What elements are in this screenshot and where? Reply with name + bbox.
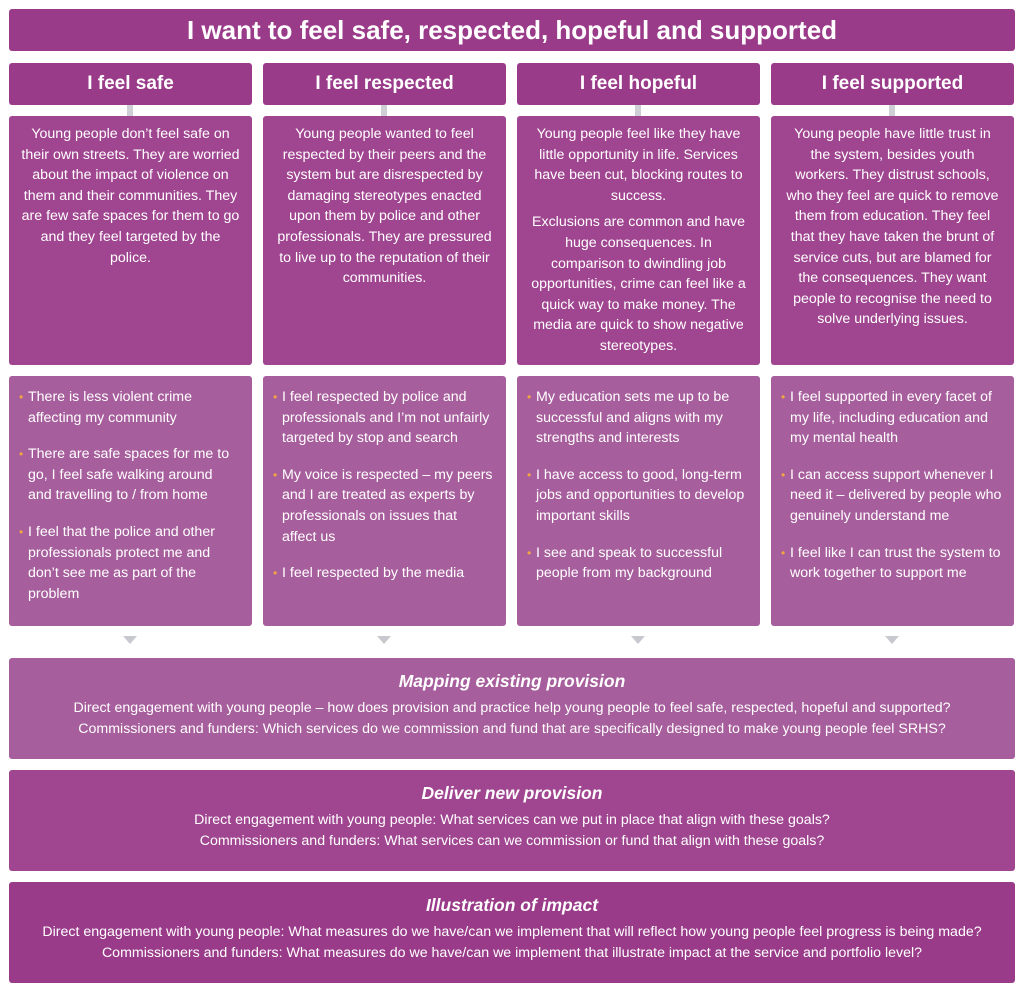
bullet-icon: • <box>273 566 278 581</box>
description-box-respected <box>263 116 506 365</box>
band-mapping-existing-provision <box>9 658 1015 759</box>
bullet-icon: • <box>781 467 786 482</box>
outcome-item <box>19 387 240 428</box>
down-arrow-icon <box>631 636 645 644</box>
band-title: Mapping existing provision <box>398 671 626 691</box>
bullet-icon: • <box>19 447 24 462</box>
outcome-item <box>527 465 748 527</box>
outcome-item <box>527 387 748 449</box>
description-box-supported <box>771 116 1014 365</box>
band-line: Commissioners and funders: What services can we commission or fund that align with these goals? <box>199 833 825 849</box>
description-text: Young people don’t feel safe on their own streets. They are worried about the impact of violence on them and their communities. They are few safe spaces for them to go and they feel targeted by the police. <box>21 126 240 266</box>
outcome-item <box>781 543 1002 584</box>
band-title: Illustration of impact <box>425 895 599 915</box>
outcome-text: There are safe spaces for me to go, I feel safe walking around and travelling to / from home <box>28 446 230 504</box>
band-line: Direct engagement with young people – how does provision and practice help young people to feel safe, respected, hopeful and supported? <box>73 700 951 716</box>
column-heading-safe: I feel safe <box>9 63 252 105</box>
band-line: Direct engagement with young people: What measures do we have/can we implement that will reflect how young people feel progress is being made? <box>42 924 982 940</box>
outcome-text: I feel respected by police and professionals and I’m not unfairly targeted by stop and search <box>282 389 490 447</box>
outcome-text: I feel supported in every facet of my life, including education and my mental health <box>790 389 992 447</box>
outcome-item <box>781 465 1002 527</box>
page-title: I want to feel safe, respected, hopeful and supported <box>9 9 1015 51</box>
bullet-icon: • <box>527 467 532 482</box>
outcome-box-supported <box>771 376 1014 626</box>
bullet-icon: • <box>19 390 24 404</box>
band-deliver-new-provision <box>9 770 1015 871</box>
outcome-box-safe <box>9 376 252 626</box>
outcome-item <box>273 563 494 584</box>
bullet-icon: • <box>273 467 278 482</box>
bullet-icon: • <box>273 390 278 404</box>
down-arrow-icon <box>885 636 899 644</box>
band-line: Commissioners and funders: Which services do we commission and fund that are specifically designed to make young people feel SRHS? <box>78 721 946 737</box>
band-line: Commissioners and funders: What measures do we have/can we implement that illustrate impact at the service and portfolio level? <box>101 945 923 961</box>
band-title: Deliver new provision <box>421 783 603 803</box>
connector <box>381 105 387 116</box>
outcome-text: I have access to good, long-term jobs and opportunities to develop important skills <box>536 466 745 524</box>
bullet-icon: • <box>527 545 532 560</box>
outcome-box-hopeful <box>517 376 760 626</box>
outcome-box-respected <box>263 376 506 626</box>
description-box-hopeful <box>517 116 760 365</box>
outcome-text: I feel that the police and other professionals protect me and don’t see me as part of the problem <box>28 523 215 602</box>
outcome-text: I see and speak to successful people from my background <box>536 544 723 582</box>
outcome-item <box>19 522 240 604</box>
column-heading-supported: I feel supported <box>771 63 1014 105</box>
outcome-item <box>19 444 240 506</box>
bullet-icon: • <box>527 390 532 404</box>
description-text: Exclusions are common and have huge consequences. In comparison to dwindling job opportunities, crime can feel like a quick way to make money. The media are quick to show negative stereotypes. <box>531 214 746 354</box>
column-heading-respected: I feel respected <box>263 63 506 105</box>
outcome-item <box>273 465 494 547</box>
bullet-icon: • <box>19 524 24 539</box>
down-arrow-icon <box>123 636 137 644</box>
connector <box>889 105 895 116</box>
outcome-item <box>781 387 1002 449</box>
description-box-safe <box>9 116 252 365</box>
down-arrow-icon <box>377 636 391 644</box>
description-text: Young people wanted to feel respected by their peers and the system but are disrespected by damaging stereotypes enacted upon them by police and other professionals. They are pressured to live up to the reputation of their communities. <box>277 126 492 287</box>
bullet-icon: • <box>781 390 786 404</box>
outcome-text: I feel respected by the media <box>282 565 465 582</box>
band-illustration-of-impact <box>9 882 1015 983</box>
outcome-text: My voice is respected – my peers and I are treated as experts by professionals on issues that affect us <box>282 466 493 545</box>
connector <box>127 105 133 116</box>
band-line: Direct engagement with young people: What services can we put in place that align with these goals? <box>194 812 830 828</box>
bullet-icon: • <box>781 545 786 560</box>
outcome-item <box>273 387 494 449</box>
connector <box>635 105 641 116</box>
outcome-text: I can access support whenever I need it – delivered by people who genuinely understand me <box>790 466 1002 524</box>
outcome-item <box>527 543 748 584</box>
description-text: Young people have little trust in the system, besides youth workers. They distrust schools, who they feel are quick to remove them from education. They feel that they have taken the brunt of service cuts, but are blamed for the consequences. They want people to recognise the need to solve underlying issues. <box>786 126 999 328</box>
outcome-text: There is less violent crime affecting my community <box>28 389 192 426</box>
column-heading-hopeful: I feel hopeful <box>517 63 760 105</box>
outcome-text: My education sets me up to be successful and aligns with my strengths and interests <box>536 389 730 447</box>
description-text: Young people feel like they have little opportunity in life. Services have been cut, blocking routes to success. <box>534 126 743 204</box>
outcome-text: I feel like I can trust the system to work together to support me <box>790 544 1001 582</box>
